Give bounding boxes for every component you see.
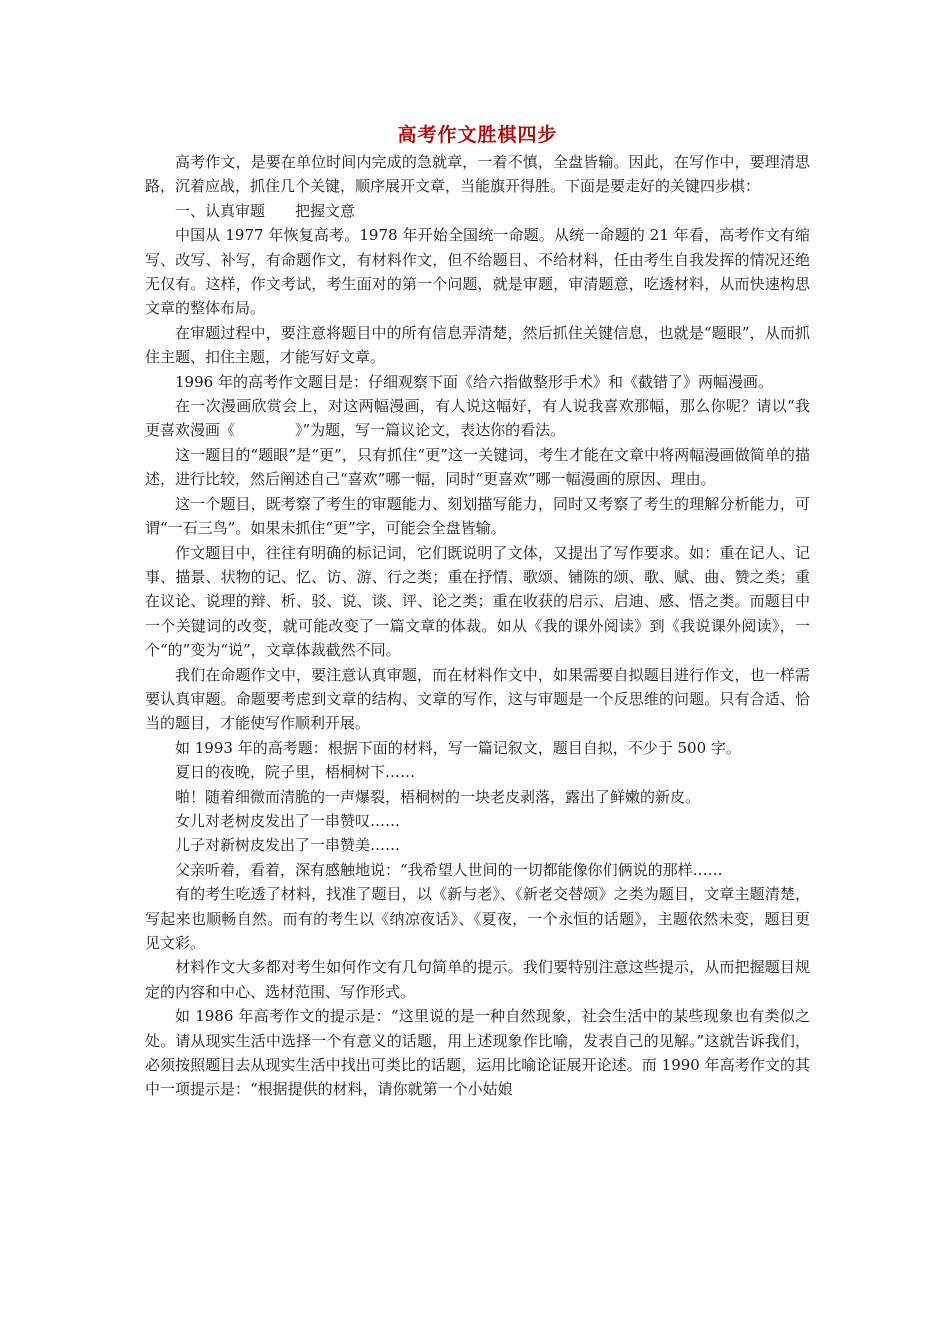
quoted-material-line: 父亲听着，看着，深有感触地说：“我希望人世间的一切都能像你们俩说的那样……: [175, 860, 723, 879]
document-title: 高考作文胜棋四步: [397, 124, 558, 146]
body-paragraph: 作文题目中，往往有明确的标记词，它们既说明了文体，又提出了写作要求。如：重在记人、记事、描景、状物的记、忆、访、游、行之类；重在抒情、歌颂、铺陈的颂、歌、赋、曲、赞之类；重在议论、说理的辩、析、驳、说、谈、评、论之类；重在收获的启示、启迪、感、悟之类。而题目中一个关键词的改变，就可能改变了一篇文章的体裁。如从《我的课外阅读》到《我说课外阅读》，一个“的”变为“说”，文章体裁截然不同。: [145, 543, 810, 660]
body-paragraph: 中国从 1977 年恢复高考。1978 年开始全国统一命题。从统一命题的 21 年看，高考作文有缩写、改写、补写，有命题作文，有材料作文，但不给题目、不给材料，任由考生自我发挥的情况还绝无仅有。这样，作文考试，考生面对的第一个问题，就是审题，审清题意，吃透材料，从而快速构思文章的整体布局。: [145, 226, 810, 318]
quoted-material-line: 女儿对老树皮发出了一串赞叹……: [175, 811, 401, 830]
body-paragraph: 在一次漫画欣赏会上，对这两幅漫画，有人说这幅好，有人说我喜欢那幅，那么你呢？请以“我更喜欢漫画《 》”为题，写一篇议论文，表达你的看法。: [145, 397, 810, 440]
section-heading: 一、认真审题 把握文意: [175, 201, 356, 220]
document-page: [145, 122, 810, 1102]
quoted-material-line: 儿子对新树皮发出了一串赞美……: [175, 836, 401, 855]
body-paragraph: 1996 年的高考作文题目是：仔细观察下面《给六指做整形手术》和《截错了》两幅漫画。: [175, 372, 773, 391]
body-paragraph: 我们在命题作文中，要注意认真审题，而在材料作文中，如果需要自拟题目进行作文，也一样需要认真审题。命题要考虑到文章的结构、文章的写作，这与审题是一个反思维的问题。只有合适、恰当的题目，才能使写作顺利开展。: [145, 665, 810, 733]
body-paragraph: 这一个题目，既考察了考生的审题能力、刻划描写能力，同时又考察了考生的理解分析能力，可谓“一石三鸟”。如果未抓住“更”字，可能会全盘皆输。: [145, 494, 810, 538]
quoted-material-line: 啪！随着细微而清脆的一声爆裂，梧桐树的一块老皮剥落，露出了鲜嫩的新皮。: [175, 787, 701, 806]
body-paragraph: 在审题过程中，要注意将题目中的所有信息弄清楚，然后抓住关键信息，也就是“题眼”，从而抓住主题、扣住主题，才能写好文章。: [145, 323, 810, 367]
body-paragraph: 有的考生吃透了材料，找准了题目，以《新与老》、《新老交替颂》之类为题目，文章主题清楚，写起来也顺畅自然。而有的考生以《纳凉夜话》、《夏夜，一个永恒的话题》，主题依然未变，题目更见文彩。: [145, 885, 810, 952]
body-paragraph: 这一题目的“题眼”是“更”，只有抓住“更”这一关键词，考生才能在文章中将两幅漫画做简单的描述，进行比较，然后阐述自己“喜欢”哪一幅，同时“更喜欢”哪一幅漫画的原因、理由。: [145, 445, 810, 489]
intro-paragraph: 高考作文，是要在单位时间内完成的急就章，一着不慎，全盘皆输。因此，在写作中，要理清思路，沉着应战，抓住几个关键，顺序展开文章，当能旗开得胜。下面是要走好的关键四步棋：: [145, 153, 810, 196]
body-paragraph: 如 1986 年高考作文的提示是：“这里说的是一种自然现象，社会生活中的某些现象也有类似之处。请从现实生活中选择一个有意义的话题，用上述现象作比喻，发表自己的见解。”这就告诉我们，必须按照题目去从现实生活中找出可类比的话题，运用比喻论证展开论述。而 1990 年高考作文的其中一项提示是：“根据提供的材料，请你就第一个小姑娘: [145, 1007, 810, 1099]
quoted-material-line: 夏日的夜晚，院子里，梧桐树下……: [175, 763, 416, 782]
body-paragraph: 材料作文大多都对考生如何作文有几句简单的提示。我们要特别注意这些提示，从而把握题目规定的内容和中心、选材范围、写作形式。: [145, 958, 810, 1001]
body-paragraph: 如 1993 年的高考题：根据下面的材料，写一篇记叙文，题目自拟，不少于 500 字。: [175, 738, 741, 757]
